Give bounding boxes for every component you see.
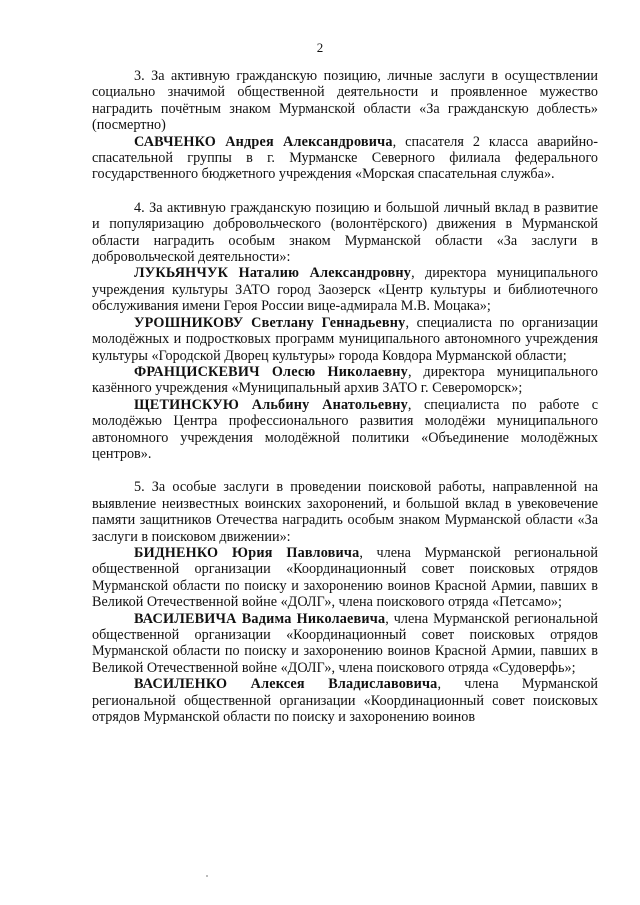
paragraph-text: 4. За активную гражданскую позицию и большой личный вклад в развитие и популяризацию добровольческого (волонтёрского) движения в Мурманской области наградить особым знаком Мурманской области «За заслуги в добровольческой деятельности»: [92, 199, 598, 266]
awardee-lukyanchuk [92, 265, 598, 314]
awardee-savchenko [92, 134, 598, 183]
awardee-details: , члена Мурманской региональной общественной организации «Координационный совет поисковых отрядов Мурманской области по поиску и захоронению воинов Красной Армии, павших в Великой Отечественной войне «ДОЛГ», члена поискового отряда «Петсамо»; [92, 544, 598, 611]
awardee-uroshnikova [92, 315, 598, 364]
awardee-name: ФРАНЦИСКЕВИЧ Олесю Николаевну [134, 363, 408, 380]
awardee-vasilenko [92, 676, 598, 725]
paragraph-text: 5. За особые заслуги в проведении поисковой работы, направленной на выявление неизвестных воинских захоронений, и большой вклад в увековечение памяти защитников Отечества наградить особым знаком Мурманской области «За заслуги в поисковом движении»: [92, 479, 598, 545]
awardee-details: , директора муниципального казённого учреждения «Муниципальный архив ЗАТО г. Североморск»; [92, 363, 598, 397]
awardee-name: ЛУКЬЯНЧУК Наталию Александровну [134, 265, 412, 282]
awardee-details: , спасателя 2 класса аварийно-спасательной группы в г. Мурманске Северного филиала федерального государственного бюджетного учреждения «Морская спасательная служба». [92, 133, 598, 183]
page-number: 2 [316, 40, 324, 55]
scan-speck [206, 875, 208, 877]
awardee-details: , специалиста по организации молодёжных и подростковых программ муниципального автономного учреждения культуры «Городской Дворец культуры» города Ковдора Мурманской области; [92, 314, 598, 364]
awardee-details: , члена Мурманской региональной общественной организации «Координационный совет поисковых отрядов Мурманской области по поиску и захоронению воинов Красной Армии, павших в Великой Отечественной войне «ДОЛГ», члена поискового отряда «Судоверфь»; [92, 610, 598, 676]
paragraph-item-3 [92, 68, 598, 134]
awardee-name: ЩЕТИНСКУЮ Альбину Анатольевну [134, 396, 408, 413]
paragraph-item-4 [92, 200, 598, 266]
awardee-name: БИДНЕНКО Юрия Павловича [134, 544, 360, 561]
awardee-shchetinskaya [92, 397, 598, 463]
document-body [92, 68, 598, 725]
awardee-details: , специалиста по работе с молодёжью Центра профессионального развития молодёжи муниципального автономного учреждения молодёжной политики «Объединение молодёжных центров». [92, 396, 598, 462]
awardee-vasilevich [92, 611, 598, 677]
awardee-name: ВАСИЛЕВИЧА Вадима Николаевича [134, 610, 386, 627]
awardee-details: , директора муниципального учреждения культуры ЗАТО город Заозерск «Центр культуры и библиотечного обслуживания имени Героя России вице-адмирала М.В. Моцака»; [92, 265, 598, 315]
awardee-name: САВЧЕНКО Андрея Александровича [134, 133, 393, 150]
paragraph-item-5 [92, 479, 598, 545]
awardee-name: УРОШНИКОВУ Светлану Геннадьевну [134, 314, 406, 331]
awardee-name: ВАСИЛЕНКО Алексея Владиславовича [134, 676, 438, 693]
awardee-bidnenko [92, 545, 598, 611]
awardee-frantsiskevich [92, 364, 598, 397]
awardee-details: , члена Мурманской региональной общественной организации «Координационный совет поисковых отрядов Мурманской области по поиску и захоронению воинов [92, 676, 598, 726]
paragraph-text: 3. За активную гражданскую позицию, личные заслуги в осуществлении социально значимой общественной деятельности и проявленное мужество наградить почётным знаком Мурманской области «За гражданскую доблесть» (посмертно) [92, 68, 598, 134]
